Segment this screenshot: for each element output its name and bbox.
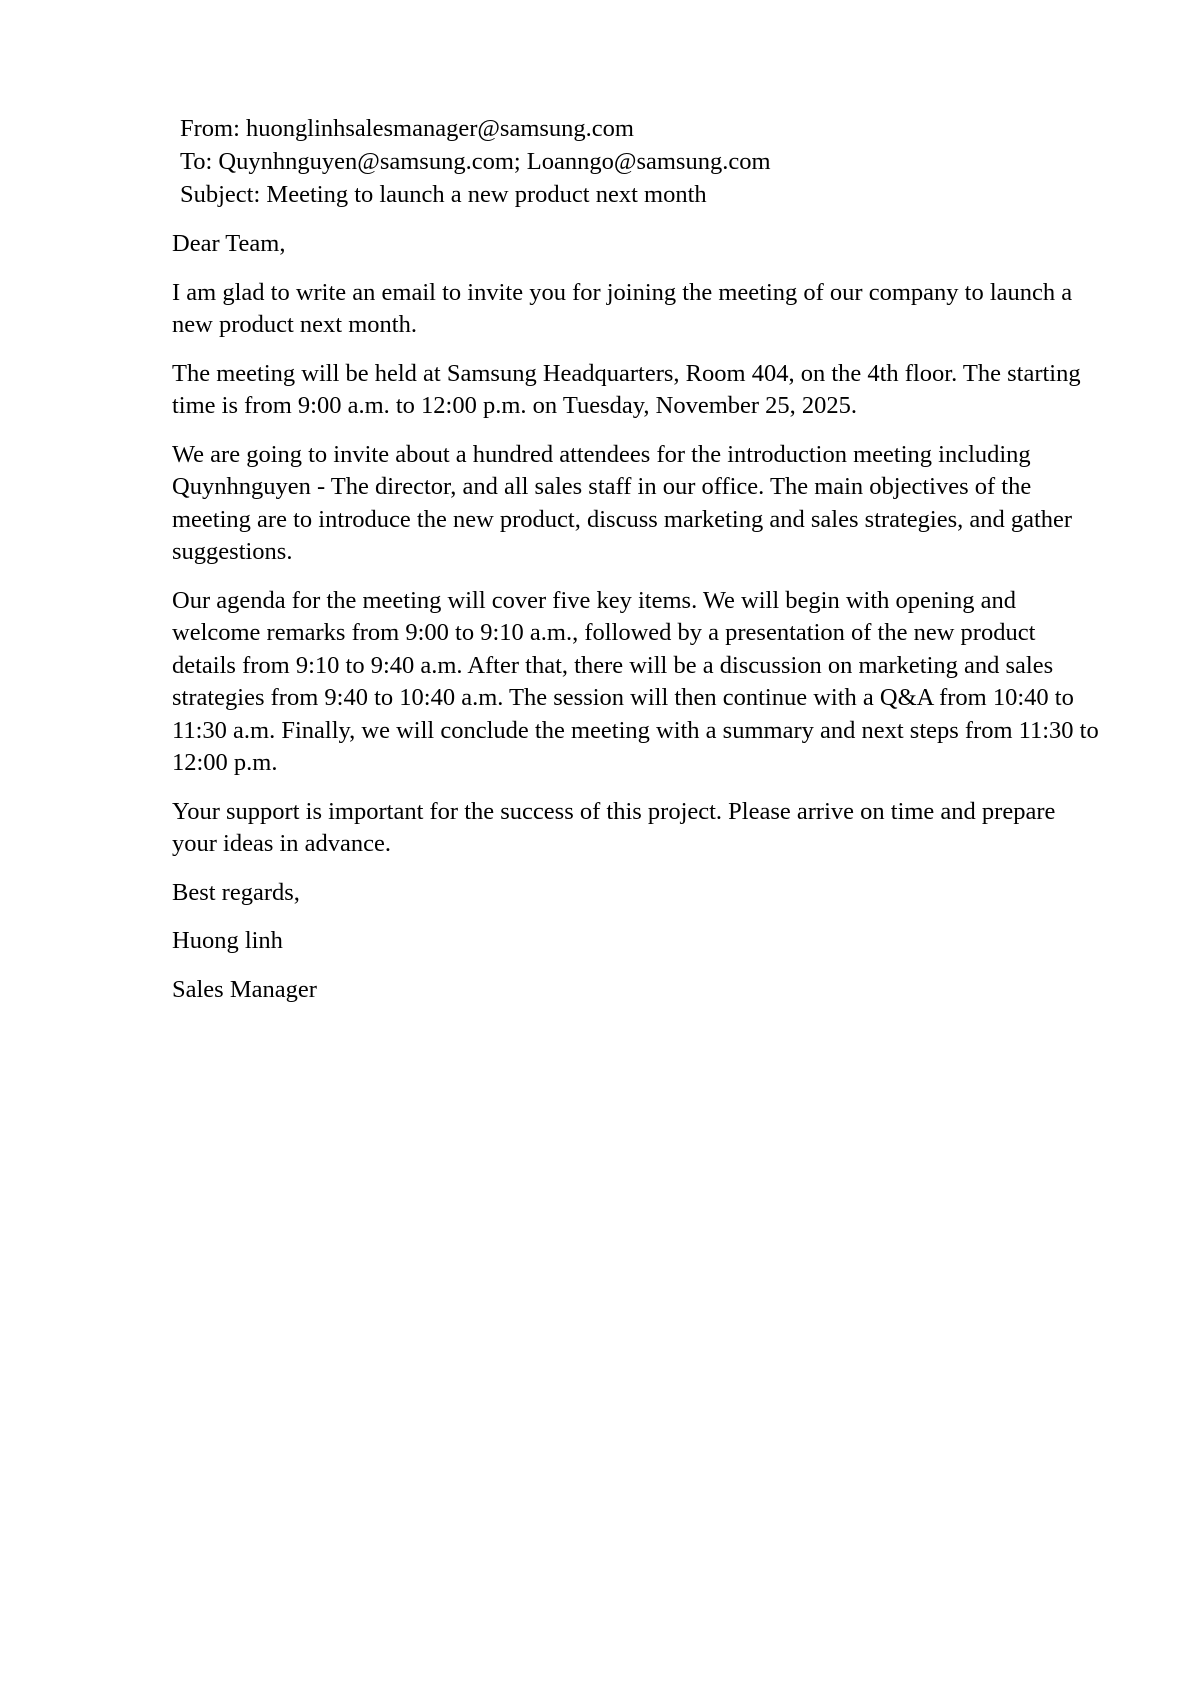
paragraph-location-time: The meeting will be held at Samsung Headquarters, Room 404, on the 4th floor. The starting time is from 9:00 a.m. to 12:00 p.m. on Tuesday, November 25, 2025. — [172, 359, 1081, 419]
closing: Best regards, — [172, 878, 300, 906]
paragraph-invitation: I am glad to write an email to invite you for joining the meeting of our company to launch a new product next month. — [172, 278, 1073, 338]
signature-title: Sales Manager — [172, 975, 317, 1003]
email-body — [172, 228, 1102, 1022]
paragraph-support: Your support is important for the success of this project. Please arrive on time and prepare your ideas in advance. — [172, 797, 1056, 857]
from-line: From: huonglinhsalesmanager@samsung.com — [180, 115, 634, 142]
subject-line: Subject: Meeting to launch a new product next month — [180, 181, 707, 208]
signature-name: Huong linh — [172, 927, 283, 954]
paragraph-agenda: Our agenda for the meeting will cover five key items. We will begin with opening and welcome remarks from 9:00 to 9:10 a.m., followed by a presentation of the new product details from 9:10 to 9:40 a.m. After that, there will be a discussion on marketing and sales strategies from 9:40 to 10:40 a.m. The session will then continue with a Q&A from 10:40 to 11:30 a.m. Finally, we will conclude the meeting with a summary and next steps from 11:30 to 12:00 p.m. — [172, 586, 1099, 776]
to-line: To: Quynhnguyen@samsung.com; Loanngo@samsung.com — [180, 148, 771, 175]
email-header — [180, 112, 1080, 211]
greeting: Dear Team, — [172, 230, 286, 257]
paragraph-attendees-objectives: We are going to invite about a hundred attendees for the introduction meeting including Quynhnguyen - The director, and all sales staff in our office. The main objectives of the meeting are to introduce the new product, discuss marketing and sales strategies, and gather suggestions. — [172, 440, 1073, 565]
